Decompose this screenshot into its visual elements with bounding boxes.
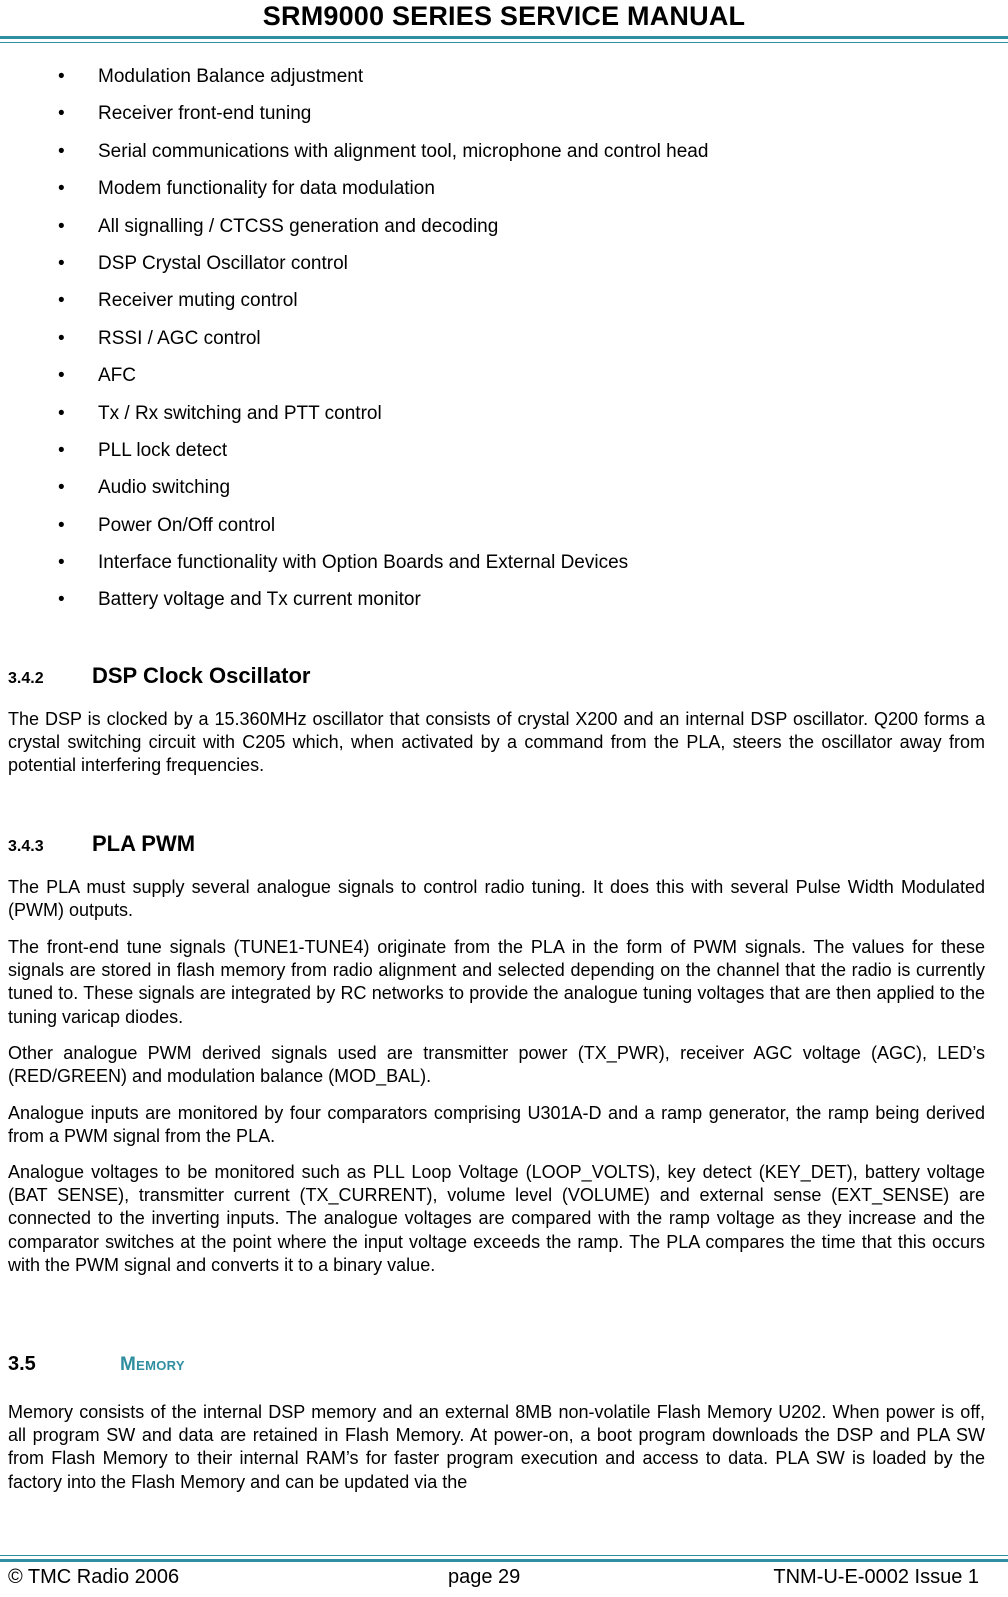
list-item xyxy=(58,214,708,251)
paragraph: Analogue inputs are monitored by four comparators comprising U301A-D and a ramp generator, the ramp being derived from a PWM signal from the PLA. xyxy=(8,1103,985,1147)
list-item xyxy=(58,251,708,288)
bullet-icon: • xyxy=(58,514,65,536)
footer-doc-ref: TNM-U-E-0002 Issue 1 xyxy=(773,1566,979,1588)
section-heading-memory xyxy=(8,1353,185,1376)
section-number: 3.4.2 xyxy=(8,670,44,687)
bullet-icon: • xyxy=(58,365,65,387)
list-item-text: Modem functionality for data modulation xyxy=(98,178,435,200)
list-item xyxy=(58,326,708,363)
list-item-text: Receiver front-end tuning xyxy=(98,103,312,125)
list-item xyxy=(58,401,708,438)
bullet-icon: • xyxy=(58,66,65,87)
list-item xyxy=(58,475,708,512)
list-item-text: Tx / Rx switching and PTT control xyxy=(98,402,382,424)
list-item xyxy=(58,363,708,400)
bullet-icon: • xyxy=(58,178,65,200)
section-title: DSP Clock Oscillator xyxy=(92,663,311,688)
list-item xyxy=(58,139,708,176)
bullet-icon: • xyxy=(58,103,65,125)
list-item xyxy=(58,550,708,587)
section-number: 3.4.3 xyxy=(8,838,44,855)
section-heading-dsp-clock xyxy=(8,663,310,689)
bullet-icon: • xyxy=(58,439,65,461)
footer-rule-thin xyxy=(0,1555,1008,1556)
feature-list xyxy=(58,64,708,625)
footer-rule-thick xyxy=(0,1559,1008,1562)
list-item-text: Power On/Off control xyxy=(98,514,276,536)
bullet-icon: • xyxy=(58,215,65,237)
list-item-text: All signalling / CTCSS generation and decoding xyxy=(98,215,499,237)
list-item xyxy=(58,288,708,325)
list-item xyxy=(58,176,708,213)
bullet-icon: • xyxy=(58,402,65,424)
list-item-text: Modulation Balance adjustment xyxy=(98,66,364,87)
paragraph: Memory consists of the internal DSP memory and an external 8MB non-volatile Flash Memory U202. When power is off, all program SW and data are retained in Flash Memory. At power-on, a boot program downloads the DSP and PLA SW from Flash Memory to their internal RAM’s for faster program execution and access to data. PLA SW is loaded by the factory into the Flash Memory and can be updated via the xyxy=(8,1402,985,1492)
list-item-text: Interface functionality with Option Boards and External Devices xyxy=(98,552,629,574)
page-title: SRM9000 SERIES SERVICE MANUAL xyxy=(262,1,746,31)
section-number: 3.5 xyxy=(8,1353,36,1375)
header-rule-thick xyxy=(0,36,1008,39)
section-heading-pla-pwm xyxy=(8,831,195,857)
list-item-text: Battery voltage and Tx current monitor xyxy=(98,589,421,611)
footer-copyright: © TMC Radio 2006 xyxy=(8,1566,180,1588)
list-item-text: Receiver muting control xyxy=(98,290,298,312)
bullet-icon: • xyxy=(58,589,65,611)
paragraph: The DSP is clocked by a 15.360MHz oscillator that consists of crystal X200 and an internal DSP oscillator. Q200 forms a crystal switching circuit with C205 which, when activated by a command from the PLA, steers the oscillator away from potential interfering frequencies. xyxy=(8,709,985,776)
list-item-text: AFC xyxy=(98,365,136,387)
list-item-text: Serial communications with alignment tool, microphone and control head xyxy=(98,140,709,162)
bullet-icon: • xyxy=(58,290,65,312)
footer-page-number: page 29 xyxy=(448,1566,521,1588)
bullet-icon: • xyxy=(58,327,65,349)
list-item-text: RSSI / AGC control xyxy=(98,327,261,349)
list-item xyxy=(58,513,708,550)
list-item-text: PLL lock detect xyxy=(98,439,228,461)
bullet-icon: • xyxy=(58,252,65,274)
list-item-text: DSP Crystal Oscillator control xyxy=(98,252,348,274)
paragraph: The front-end tune signals (TUNE1-TUNE4) originate from the PLA in the form of PWM signals. The values for these signals are stored in flash memory from radio alignment and selected depending on the channel that the radio is currently tuned to. These signals are integrated by RC networks to provide the analogue tuning voltages that are then applied to the tuning varicap diodes. xyxy=(8,937,985,1027)
bullet-icon: • xyxy=(58,552,65,574)
bullet-icon: • xyxy=(58,477,65,499)
paragraph: The PLA must supply several analogue signals to control radio tuning. It does this with several Pulse Width Modulated (PWM) outputs. xyxy=(8,877,985,921)
paragraph: Analogue voltages to be monitored such as PLL Loop Voltage (LOOP_VOLTS), key detect (KEY_DET), battery voltage (BAT SENSE), transmitter current (TX_CURRENT), volume level (VOLUME) and external sense (EXT_SENSE) are connected to the inverting inputs. The analogue voltages are compared with the ramp voltage as they increase and the comparator switches at the point where the input voltage exceeds the ramp. The PLA compares the time that this occurs with the PWM signal and converts it to a binary value. xyxy=(8,1162,985,1275)
section-title: PLA PWM xyxy=(92,831,196,856)
bullet-icon: • xyxy=(58,140,65,162)
list-item-text: Audio switching xyxy=(98,477,231,499)
list-item xyxy=(58,587,708,624)
header-rule-thin xyxy=(0,42,1008,43)
list-item xyxy=(58,64,708,101)
list-item xyxy=(58,101,708,138)
paragraph: Other analogue PWM derived signals used are transmitter power (TX_PWR), receiver AGC voltage (AGC), LED’s (RED/GREEN) and modulation balance (MOD_BAL). xyxy=(8,1043,985,1087)
section-title: Memory xyxy=(120,1354,185,1375)
list-item xyxy=(58,438,708,475)
